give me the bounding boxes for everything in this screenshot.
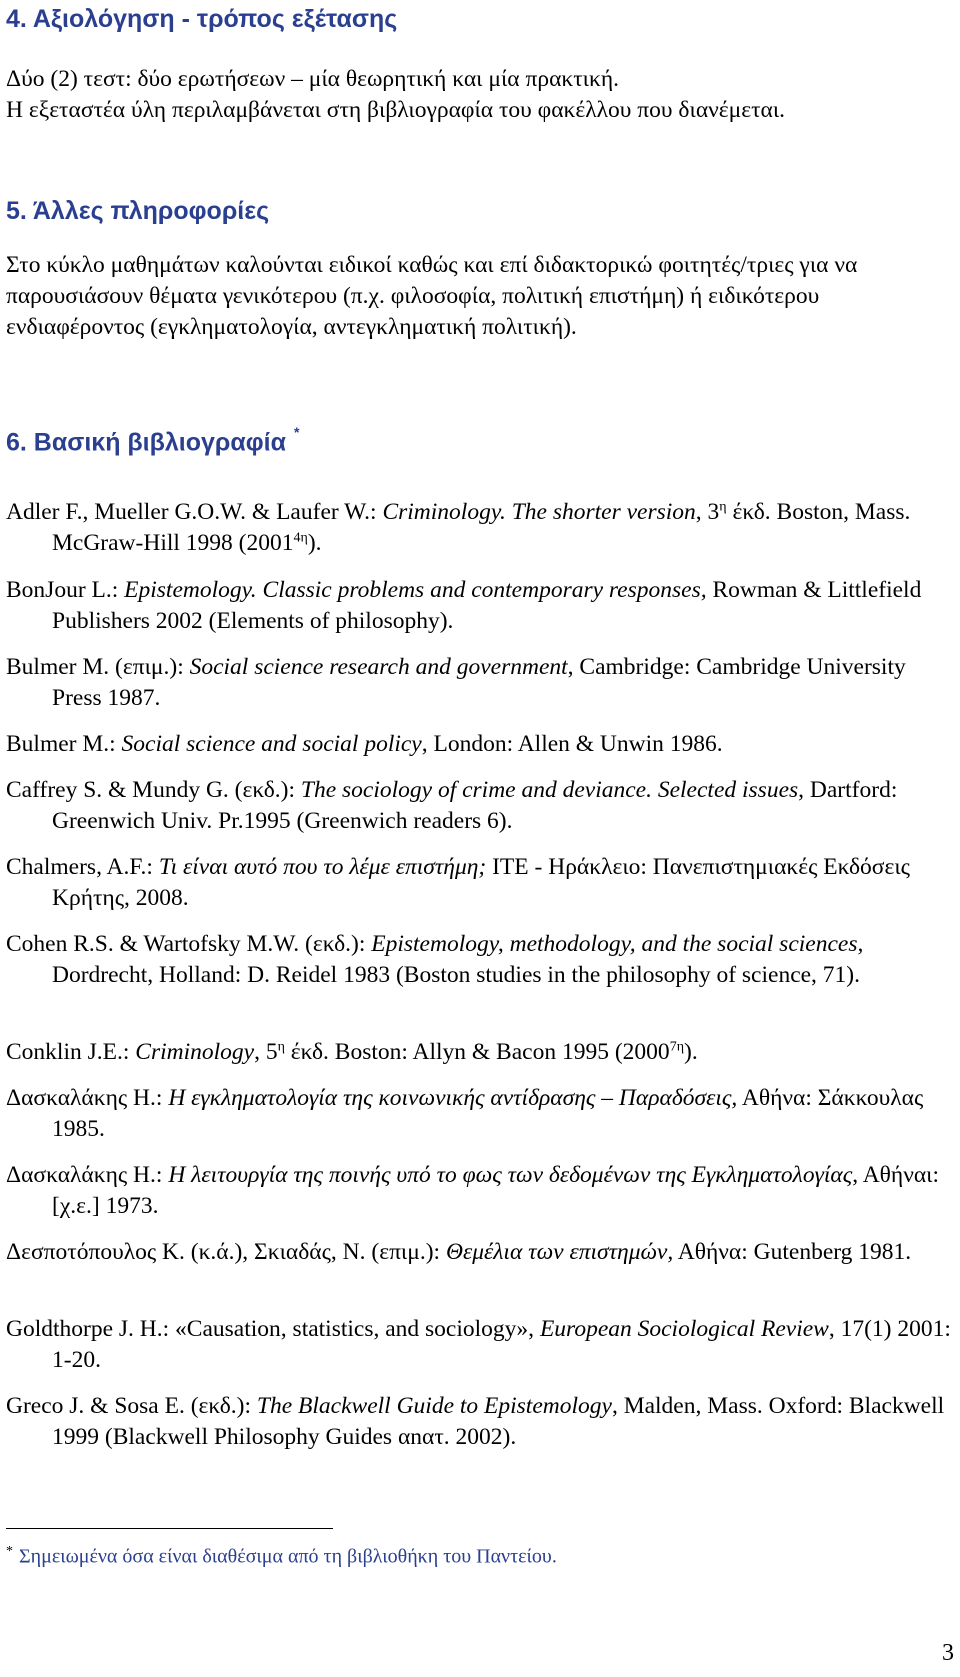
reference-goldthorpe: Goldthorpe J. H.: «Causation, statistics, and sociology», European Sociological Review, 17(1) 2001: 1-20. (6, 1316, 951, 1373)
page-number: 3 (942, 1640, 954, 1666)
reference-despotopoulos: Δεσποτόπουλος Κ. (κ.ά.), Σκιαδάς, Ν. (επιμ.): Θεμέλια των επιστημών, Αθήνα: Gutenberg 1981. (6, 1239, 912, 1265)
footnote-separator (6, 1528, 333, 1529)
reference-conklin: Conklin J.E.: Criminology, $5^\eta$ έκδ. Boston: Allyn & Bacon 1995 $(2000^{7\eta})$. (6, 1039, 698, 1065)
section-4-line-1: Δύο (2) τεστ: δύο ερωτήσεων – μία θεωρητική και μία πρακτική. (6, 66, 619, 92)
reference-caffrey: Caffrey S. & Mundy G. (εκδ.): The sociology of crime and deviance. Selected issues, Dartford: Greenwich Univ. Pr.1995 (Greenwich readers 6). (6, 777, 898, 834)
footnote-mark: * (6, 1544, 13, 1559)
footnote-text: Σημειωμένα όσα είναι διαθέσιμα από τη βιβλιοθήκη του Παντείου. (19, 1545, 557, 1568)
footnote-marker: * (293, 424, 300, 440)
reference-daskalakis-1985: Δασκαλάκης Η.: Η εγκληματολογία της κοινωνικής αντίδρασης – Παραδόσεις, Αθήνα: Σάκκουλας 1985. (6, 1085, 924, 1142)
section-5-title: 5. Άλλες πληροφορίες (6, 197, 270, 225)
reference-bulmer-1987: Bulmer M. (επιμ.): Social science research and government, Cambridge: Cambridge University Press 1987. (6, 654, 906, 711)
reference-bonjour: BonJour L.: Epistemology. Classic problems and contemporary responses, Rowman & Littlefield Publishers 2002 (Elements of philosophy). (6, 577, 922, 634)
footnote (6, 1544, 557, 1569)
reference-greco: Greco J. & Sosa E. (εκδ.): The Blackwell Guide to Epistemology, Malden, Mass. Oxford: Blackwell 1999 (Blackwell Philosophy Guides αnατ. 2002). (6, 1393, 945, 1450)
section-4-line-2: Η εξεταστέα ύλη περιλαμβάνεται στη βιβλιογραφία του φακέλλου που διανέμεται. (6, 97, 786, 123)
reference-adler: Adler F., Mueller G.O.W. & Laufer W.: Criminology. The shorter version, $3^\eta$ έκδ. Boston, Mass. McGraw-Hill 1998 $(2001^{4\eta})$. (6, 499, 911, 556)
reference-cohen: Cohen R.S. & Wartofsky M.W. (εκδ.): Epistemology, methodology, and the social sciences, Dordrecht, Holland: D. Reidel 1983 (Boston studies in the philosophy of science, 71). (6, 931, 864, 988)
reference-daskalakis-1973: Δασκαλάκης Η.: Η λειτουργία της ποινής υπό το φως των δεδομένων της Εγκληματολογίας, Αθήναι: [χ.ε.] 1973. (6, 1162, 940, 1219)
section-6-title-text: 6. Βασική βιβλιογραφία (6, 428, 286, 457)
section-5-text: Στο κύκλο μαθημάτων καλούνται ειδικοί καθώς και επί διδακτορικώ φοιτητές/τριες για να παρουσιάσουν θέματα γενικότερου (π.χ. φιλοσοφία, πολιτική επιστήμη) ή ειδικότερου ενδιαφέροντος (εγκληματολογία, αντεγκληματική πολιτική). (6, 252, 858, 340)
reference-chalmers: Chalmers, A.F.: Τι είναι αυτό που το λέμε επιστήμη; ΙΤΕ - Ηράκλειο: Πανεπιστημιακές Εκδόσεις Κρήτης, 2008. (6, 854, 910, 911)
section-4-title: 4. Αξιολόγηση - τρόπος εξέτασης (6, 5, 398, 33)
section-6-title (6, 421, 299, 457)
reference-bulmer-1986: Bulmer M.: Social science and social policy, London: Allen & Unwin 1986. (6, 731, 723, 757)
